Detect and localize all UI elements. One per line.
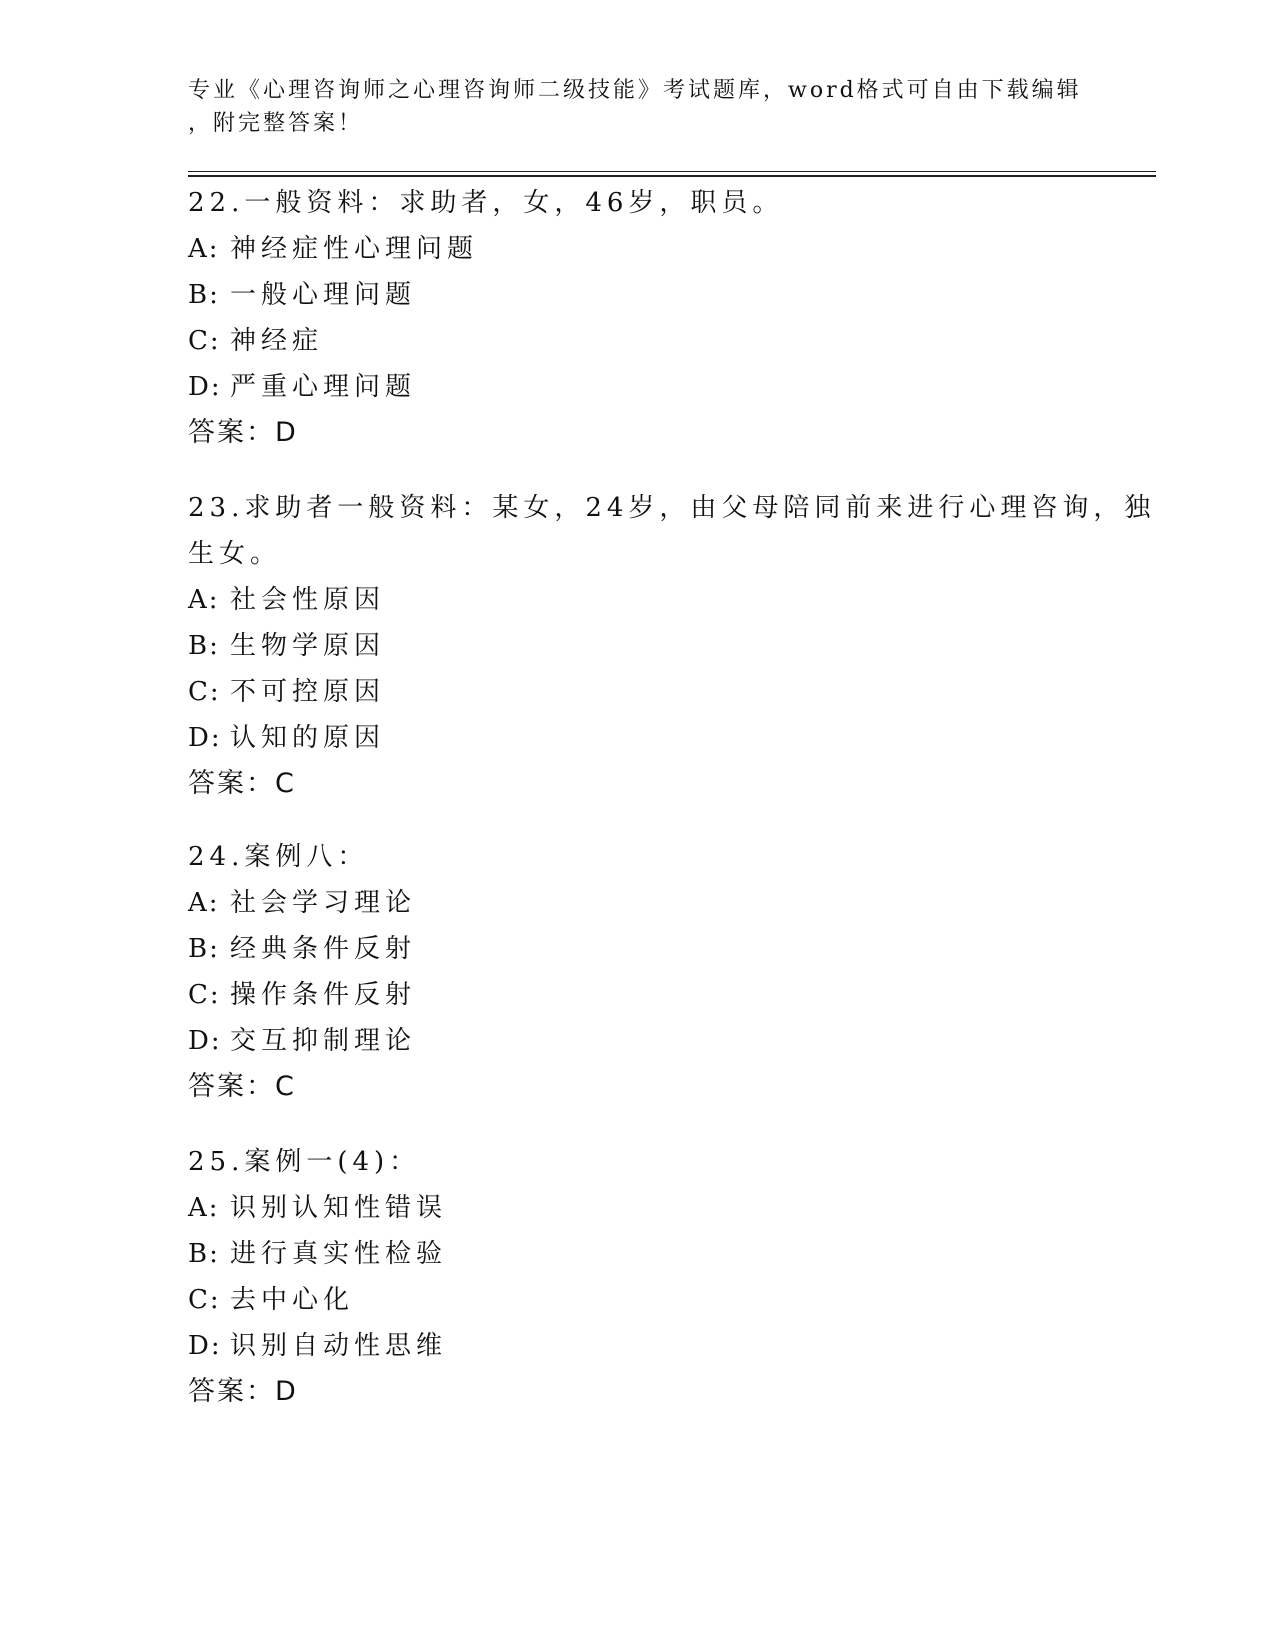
option-text: 识别认知性错误 [230,1193,448,1223]
option-text: 生物学原因 [230,631,386,661]
question-stem: 23.求助者一般资料：某女，24岁，由父母陪同前来进行心理咨询，独 [188,493,1156,523]
option-text: 认知的原因 [230,723,386,753]
option-text: 经典条件反射 [230,934,417,964]
option-a [188,880,1088,926]
header-line-2: ，附完整答案！ [188,111,364,136]
question-24 [188,834,1088,1110]
option-b [188,623,1088,669]
option-key: B: [188,934,220,964]
option-b [188,926,1088,972]
question-25 [188,1139,1088,1415]
option-text: 识别自动性思维 [230,1331,448,1361]
option-key: A: [188,234,220,264]
option-key: B: [188,1239,220,1269]
option-key: D: [188,1026,222,1056]
question-22 [188,180,1088,456]
option-key: A: [188,1193,220,1223]
header-rule-thin [188,171,1156,172]
option-c [188,669,1088,715]
option-text: 交互抑制理论 [230,1026,417,1056]
option-key: D: [188,372,222,402]
document-header [188,74,1088,140]
question-stem: 24.案例八： [188,842,369,872]
option-key: C: [188,980,221,1010]
option-d [188,1323,1088,1369]
option-text: 不可控原因 [230,677,386,707]
option-a [188,1185,1088,1231]
option-d [188,715,1088,761]
option-text: 社会性原因 [230,585,386,615]
option-key: C: [188,677,221,707]
option-b [188,272,1088,318]
option-b [188,1231,1088,1277]
option-d [188,1018,1088,1064]
option-key: D: [188,1331,222,1361]
option-key: B: [188,280,220,310]
option-key: A: [188,888,220,918]
question-23 [188,485,1156,807]
header-line-1: 专业《心理咨询师之心理咨询师二级技能》考试题库，word格式可自由下载编辑 [188,78,1082,103]
option-text: 神经症 [230,326,324,356]
question-stem-continuation: 生女。 [188,539,282,569]
question-stem: 25.案例一(4)： [188,1147,421,1177]
option-c [188,318,1088,364]
option-c [188,1277,1088,1323]
question-stem: 22.一般资料：求助者，女，46岁，职员。 [188,188,784,218]
option-key: D: [188,723,222,753]
option-text: 严重心理问题 [230,372,417,402]
answer-line: 答案：D [188,417,298,448]
answer-line: 答案：D [188,1376,298,1407]
option-key: B: [188,631,220,661]
option-a [188,226,1088,272]
option-a [188,577,1088,623]
option-text: 神经症性心理问题 [230,234,479,264]
option-key: C: [188,1285,221,1315]
option-key: A: [188,585,220,615]
header-rule-thick [188,175,1156,177]
option-text: 一般心理问题 [230,280,417,310]
option-key: C: [188,326,221,356]
answer-line: 答案：C [188,768,296,799]
option-text: 操作条件反射 [230,980,417,1010]
option-d [188,364,1088,410]
option-text: 去中心化 [230,1285,355,1315]
option-text: 进行真实性检验 [230,1239,448,1269]
option-c [188,972,1088,1018]
option-text: 社会学习理论 [230,888,417,918]
answer-line: 答案：C [188,1071,296,1102]
